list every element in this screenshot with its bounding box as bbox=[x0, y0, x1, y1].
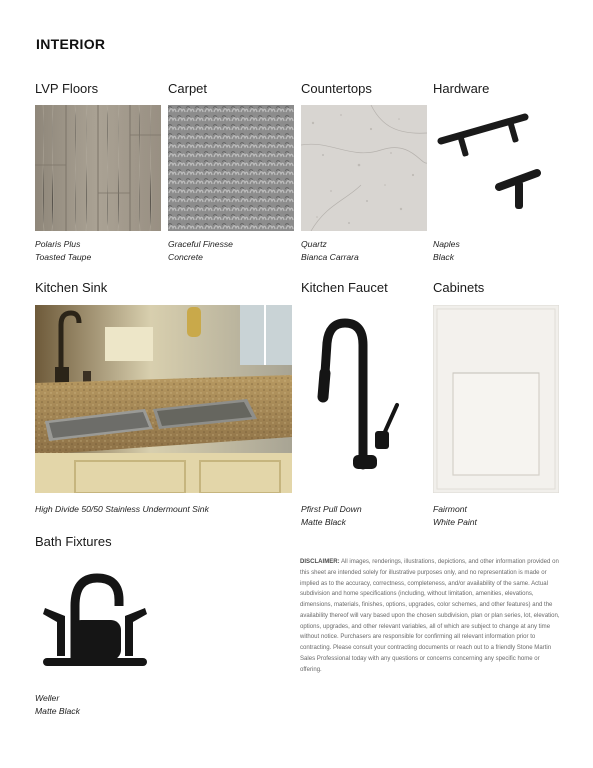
disclaimer-text: All images, renderings, illustrations, depictions, and other information provided on this sheet are intended solely for illustrative purposes only, and no representation is made or implied as to the accuracy, correctness, completeness, and/or availability of the same. Actual subdivision and home specifications (including, without limitation, amenities, elevations, dimensions, materials, finishes, options, upgrades, color schemes, and other features) and the availability thereof will vary based upon the chosen subdivision, plan or plan series, lot, elevation, options, upgrades, and other relevant variables, all of which are subject to change at any time without notice. Purchasers are responsible for confirming all relevant information prior to contracting. Please consult your contracting documents or reach out to a friendly Stone Martin Sales Professional today with any questions or concerns concerning any specific home or offering. bbox=[300, 559, 560, 673]
hardware-swatch bbox=[433, 105, 559, 231]
hardware-name: Naples bbox=[433, 239, 460, 249]
cabinet-door-swatch bbox=[433, 305, 559, 493]
kitchen-faucet-name: Pfirst Pull Down bbox=[301, 504, 362, 514]
lvp-floors-name: Polaris Plus bbox=[35, 239, 81, 249]
category-carpet: Carpet bbox=[168, 81, 208, 96]
countertops-name: Quartz bbox=[301, 239, 327, 249]
kitchen-sink-photo bbox=[35, 305, 292, 493]
hardware-color: Black bbox=[433, 252, 455, 262]
category-kitchen-faucet: Kitchen Faucet bbox=[301, 280, 388, 295]
category-countertops: Countertops bbox=[301, 81, 372, 96]
category-lvp-floors: LVP Floors bbox=[35, 81, 99, 96]
category-hardware: Hardware bbox=[433, 81, 490, 96]
carpet-color: Concrete bbox=[168, 252, 203, 262]
bath-fixture-image bbox=[35, 572, 161, 676]
disclaimer-label: DISCLAIMER: bbox=[300, 559, 340, 565]
category-bath-fixtures: Bath Fixtures bbox=[35, 534, 112, 549]
bath-fixtures-name: Weller bbox=[35, 693, 60, 703]
kitchen-faucet-image bbox=[301, 305, 427, 493]
cabinets-caption bbox=[433, 503, 477, 529]
hardware-caption bbox=[433, 238, 460, 264]
cabinets-color: White Paint bbox=[433, 517, 477, 527]
category-kitchen-sink: Kitchen Sink bbox=[35, 280, 108, 295]
page-title: INTERIOR bbox=[36, 36, 106, 52]
countertop-swatch bbox=[301, 105, 427, 231]
bath-fixtures-caption bbox=[35, 692, 80, 718]
carpet-caption bbox=[168, 238, 233, 264]
kitchen-faucet-color: Matte Black bbox=[301, 517, 346, 527]
lvp-floors-color: Toasted Taupe bbox=[35, 252, 92, 262]
bath-fixtures-color: Matte Black bbox=[35, 706, 80, 716]
countertops-caption bbox=[301, 238, 359, 264]
carpet-name: Graceful Finesse bbox=[168, 239, 233, 249]
lvp-floors-caption bbox=[35, 238, 91, 264]
disclaimer bbox=[300, 557, 562, 675]
cabinets-name: Fairmont bbox=[433, 504, 467, 514]
countertops-color: Bianca Carrara bbox=[301, 252, 359, 262]
kitchen-faucet-caption bbox=[301, 503, 362, 529]
carpet-swatch bbox=[168, 105, 294, 231]
kitchen-sink-caption: High Divide 50/50 Stainless Undermount Sink bbox=[35, 504, 209, 514]
category-cabinets: Cabinets bbox=[433, 280, 485, 295]
lvp-floor-swatch bbox=[35, 105, 161, 231]
